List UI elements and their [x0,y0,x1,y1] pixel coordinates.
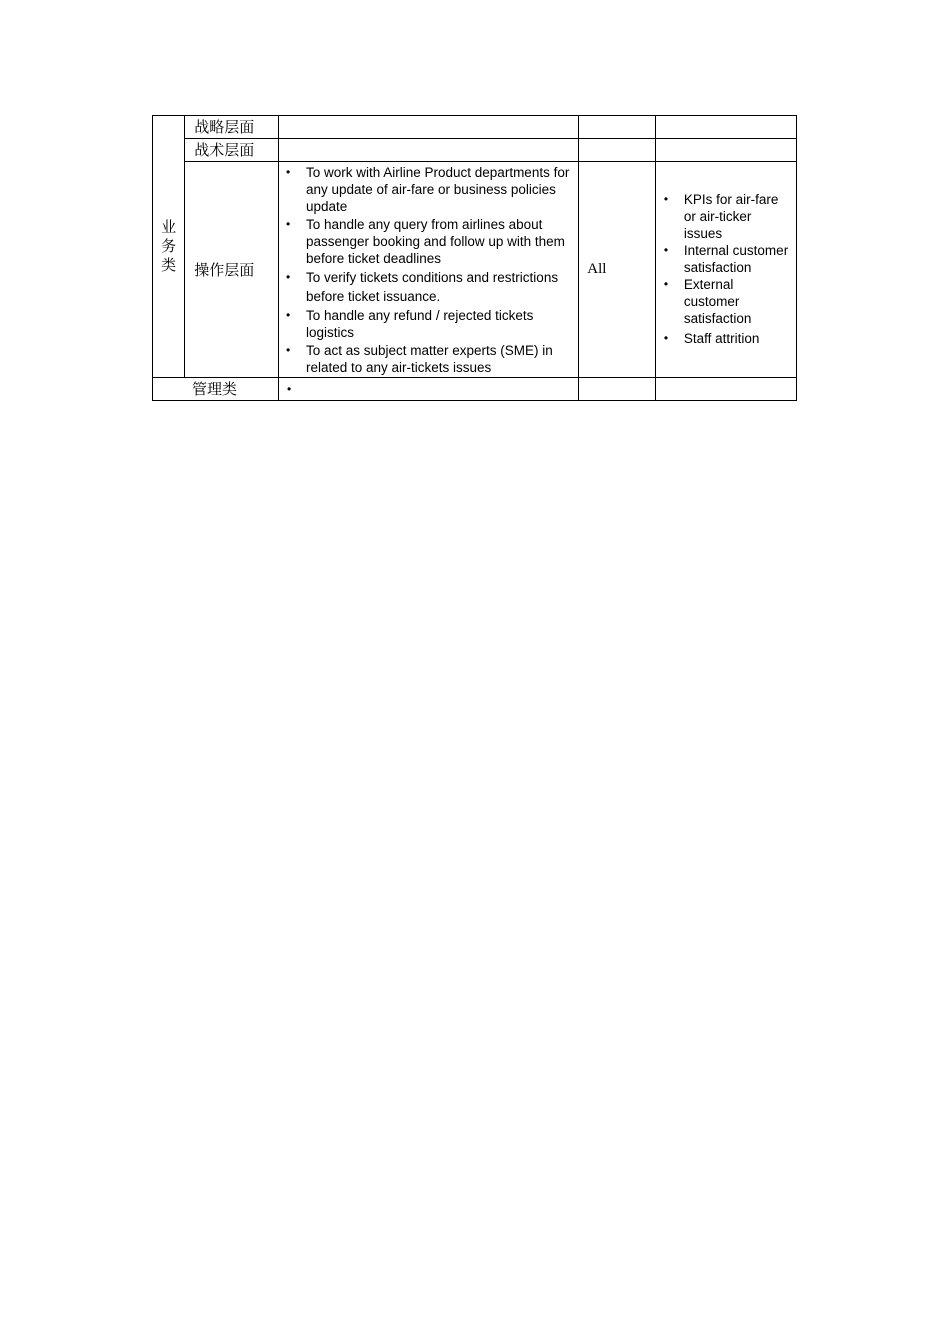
task-item: • To work with Airline Product departments for any update of air-fare or business policies update [306,164,572,215]
table-row-management [153,378,797,401]
scope-management [579,378,656,401]
kpi-list [656,188,796,351]
scope-strategic [579,116,656,139]
kpi-tactical [655,139,796,162]
scope-tactical [579,139,656,162]
tasks-operational [278,162,578,378]
kpi-item: • External customer satisfaction [684,276,790,327]
level-tactical: 战术层面 [185,139,279,162]
kpi-management [655,378,796,401]
level-operational: 操作层面 [185,162,279,378]
kpi-item: • Internal customer satisfaction [684,242,790,276]
tasks-management [278,378,578,401]
table-row-strategic [153,116,797,139]
category-management: 管理类 [153,378,279,401]
task-item: • To verify tickets conditions and restrictions before ticket issuance. [306,268,572,306]
kpi-item: • Staff attrition [684,330,790,347]
task-list [279,162,578,376]
responsibility-table [152,115,797,401]
bullet-marker: • [286,382,292,396]
category-business-cell [153,116,185,378]
category-business-label: 业务类 [161,218,177,274]
task-item: • To handle any query from airlines about passenger booking and follow up with them before ticket deadlines [306,216,572,267]
kpi-item: • KPIs for air-fare or air-ticker issues [684,191,790,242]
task-item: • To act as subject matter experts (SME) in related to any air-tickets issues [306,342,572,376]
kpi-strategic [655,116,796,139]
tasks-strategic [278,116,578,139]
table-row-operational [153,162,797,378]
kpi-operational [655,162,796,378]
table-row-tactical [153,139,797,162]
level-strategic: 战略层面 [185,116,279,139]
tasks-tactical [278,139,578,162]
task-item: • To handle any refund / rejected tickets logistics [306,307,572,341]
scope-operational: All [579,162,656,378]
